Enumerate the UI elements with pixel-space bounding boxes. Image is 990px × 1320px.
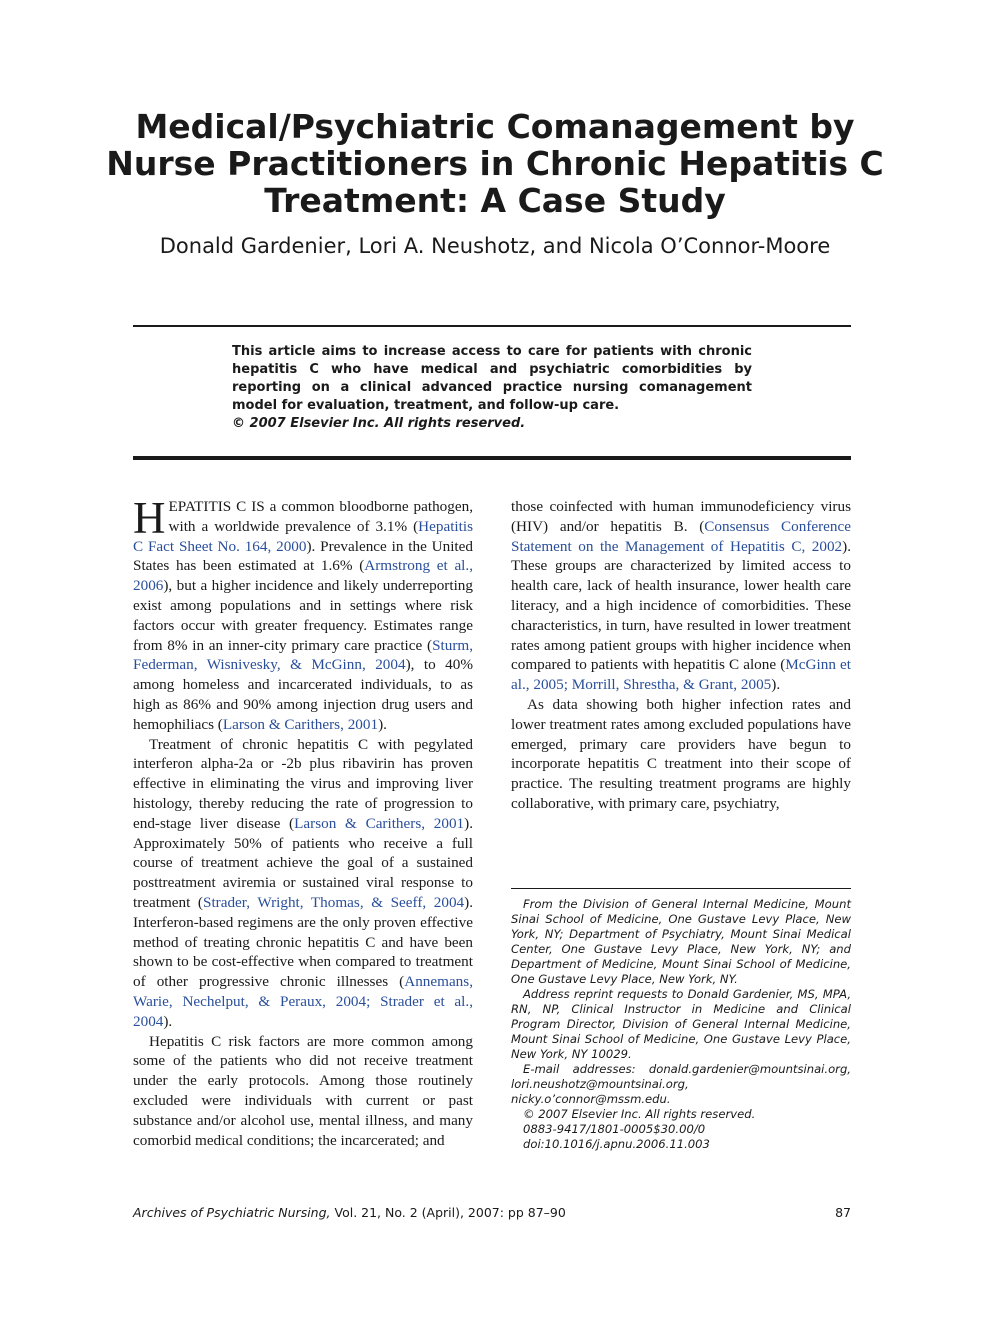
abstract-top-rule — [133, 325, 851, 327]
abstract-copyright: © 2007 Elsevier Inc. All rights reserved. — [232, 416, 526, 431]
body-text: ). Approximately 50% of patients who receive a full course of treatment achieve the goal of a sustained posttreatment aviremia or sustained viral response to treatment ( — [133, 814, 473, 911]
body-paragraph-3 — [133, 1032, 473, 1151]
journal-citation: Vol. 21, No. 2 (April), 2007: pp 87–90 — [330, 1205, 566, 1220]
citation-link[interactable]: Strader, Wright, Thomas, & Seeff, 2004 — [203, 893, 465, 911]
body-text: ), to 40% among homeless and incarcerated individuals, to as high as 86% and 90% among injection drug users and hemophiliacs ( — [133, 656, 473, 733]
citation-link[interactable]: Larson & Carithers, 2001 — [222, 715, 379, 733]
citation-link[interactable]: Armstrong et al., 2006 — [133, 557, 473, 595]
footnote-doi: doi:10.1016/j.apnu.2006.11.003 — [523, 1137, 710, 1151]
footnote-rule — [511, 888, 851, 889]
body-text: EPATITIS C IS a common bloodborne pathogen, with a worldwide prevalence of 3.1% ( — [168, 498, 473, 535]
abstract — [232, 343, 752, 433]
body-paragraph-4 — [511, 695, 851, 814]
body-text: ). Prevalence in the United States has been estimated at 1.6% ( — [133, 537, 473, 575]
journal-name: Archives of Psychiatric Nursing, — [133, 1205, 331, 1220]
body-text: ), but a higher incidence and likely underreporting exist among populations and in settings where risk factors occur with greater frequency. Estimates range from 8% in an inner-city primary care practice ( — [133, 577, 473, 654]
article-authors: Donald Gardenier, Lori A. Neushotz, and Nicola O’Connor-Moore — [159, 234, 831, 258]
body-text: ). These groups are characterized by limited access to health care, lack of health insurance, lower health care literacy, and a high incidence of comorbidities. These characteristics, in turn, have resulted in lower treatment rates among patient groups with higher incidence when compared to patients with hepatitis C alone ( — [511, 537, 851, 674]
footnote — [511, 897, 851, 1152]
footnote-copyright: © 2007 Elsevier Inc. All rights reserved. — [523, 1107, 756, 1121]
body-paragraph-1 — [133, 493, 473, 735]
body-text: those coinfected with human immunodeficiency virus (HIV) and/or hepatitis B. ( — [511, 498, 851, 535]
citation-link[interactable]: Sturm, Federman, Wisnivesky, & McGinn, 2004 — [133, 636, 473, 674]
footnote-reprint: Address reprint requests to Donald Gardenier, MS, MPA, RN, NP, Clinical Instructor in Medicine and Clinical Program Director, Division of General Internal Medicine, Mount Sinai School of Medicine, One Gustave Levy Place, New York, NY 10029. — [511, 987, 851, 1061]
body-text: ). Interferon-based regimens are the only proven effective method of treating chronic hepatitis C and have been shown to be cost-effective when compared to treatment of other progressive chronic illnesses ( — [133, 893, 473, 991]
citation-link[interactable]: Larson & Carithers, 2001 — [294, 814, 465, 832]
body-text: Hepatitis C risk factors are more common among some of the patients who did not receive treatment under the early protocols. Among those routinely excluded were individuals with current or past substance and/or alcohol use, mental illness, and many comorbid medical conditions; the incarcerated; and — [133, 1032, 473, 1149]
citation-link[interactable]: McGinn et al., 2005; Morrill, Shrestha, & Grant, 2005 — [511, 656, 851, 694]
body-paragraph-3-continued — [511, 497, 851, 695]
body-text: Treatment of chronic hepatitis C with pegylated interferon alpha-2a or -2b plus ribavirin has proven effective in eliminating the virus and improving liver histology, thereby reducing the rate of progression to end-stage liver disease ( — [133, 735, 473, 832]
abstract-text: This article aims to increase access to care for patients with chronic hepatitis C who have medical and psychiatric comorbidities by reporting on a clinical advanced practice nursing comanagement model for evaluation, treatment, and follow-up care. — [232, 344, 752, 413]
footnote-issn: 0883-9417/1801-0005$30.00/0 — [523, 1122, 706, 1136]
body-column-left — [133, 493, 473, 1150]
footnote-affiliation: From the Division of General Internal Medicine, Mount Sinai School of Medicine, One Gustave Levy Place, New York, NY; Department of Psychiatry, Mount Sinai Medical Center, One Gustave Levy Place, New York, NY; and Department of Medicine, Mount Sinai School of Medicine, One Gustave Levy Place, New York, NY. — [511, 897, 851, 986]
body-text: As data showing both higher infection rates and lower treatment rates among excluded populations have emerged, primary care providers have begun to incorporate hepatitis C treatment into their scope of practice. The resulting treatment programs are highly collaborative, with primary care, psychiatry, — [511, 695, 851, 812]
page-footer — [133, 1205, 851, 1220]
body-text: ). — [378, 715, 387, 733]
body-text: ). — [771, 676, 781, 694]
abstract-bottom-rule — [133, 456, 851, 460]
citation-link[interactable]: Hepatitis C Fact Sheet No. 164, 2000 — [133, 517, 473, 555]
drop-cap: H — [133, 493, 166, 543]
footnote-emails: E-mail addresses: donald.gardenier@mountsinai.org, lori.neushotz@mountsinai.org, nicky.o’connor@mssm.edu. — [511, 1062, 851, 1106]
body-paragraph-2 — [133, 735, 473, 1032]
article-title: Medical/Psychiatric Comanagement by Nurse Practitioners in Chronic Hepatitis C Treatment: A Case Study — [106, 107, 884, 220]
body-column-right — [511, 497, 851, 814]
citation-link[interactable]: Annemans, Warie, Nechelput, & Peraux, 2004; Strader et al., 2004 — [133, 973, 473, 1030]
body-text: ). — [163, 1012, 173, 1030]
citation-link[interactable]: Consensus Conference Statement on the Management of Hepatitis C, 2002 — [511, 517, 851, 555]
page-number: 87 — [835, 1205, 851, 1220]
